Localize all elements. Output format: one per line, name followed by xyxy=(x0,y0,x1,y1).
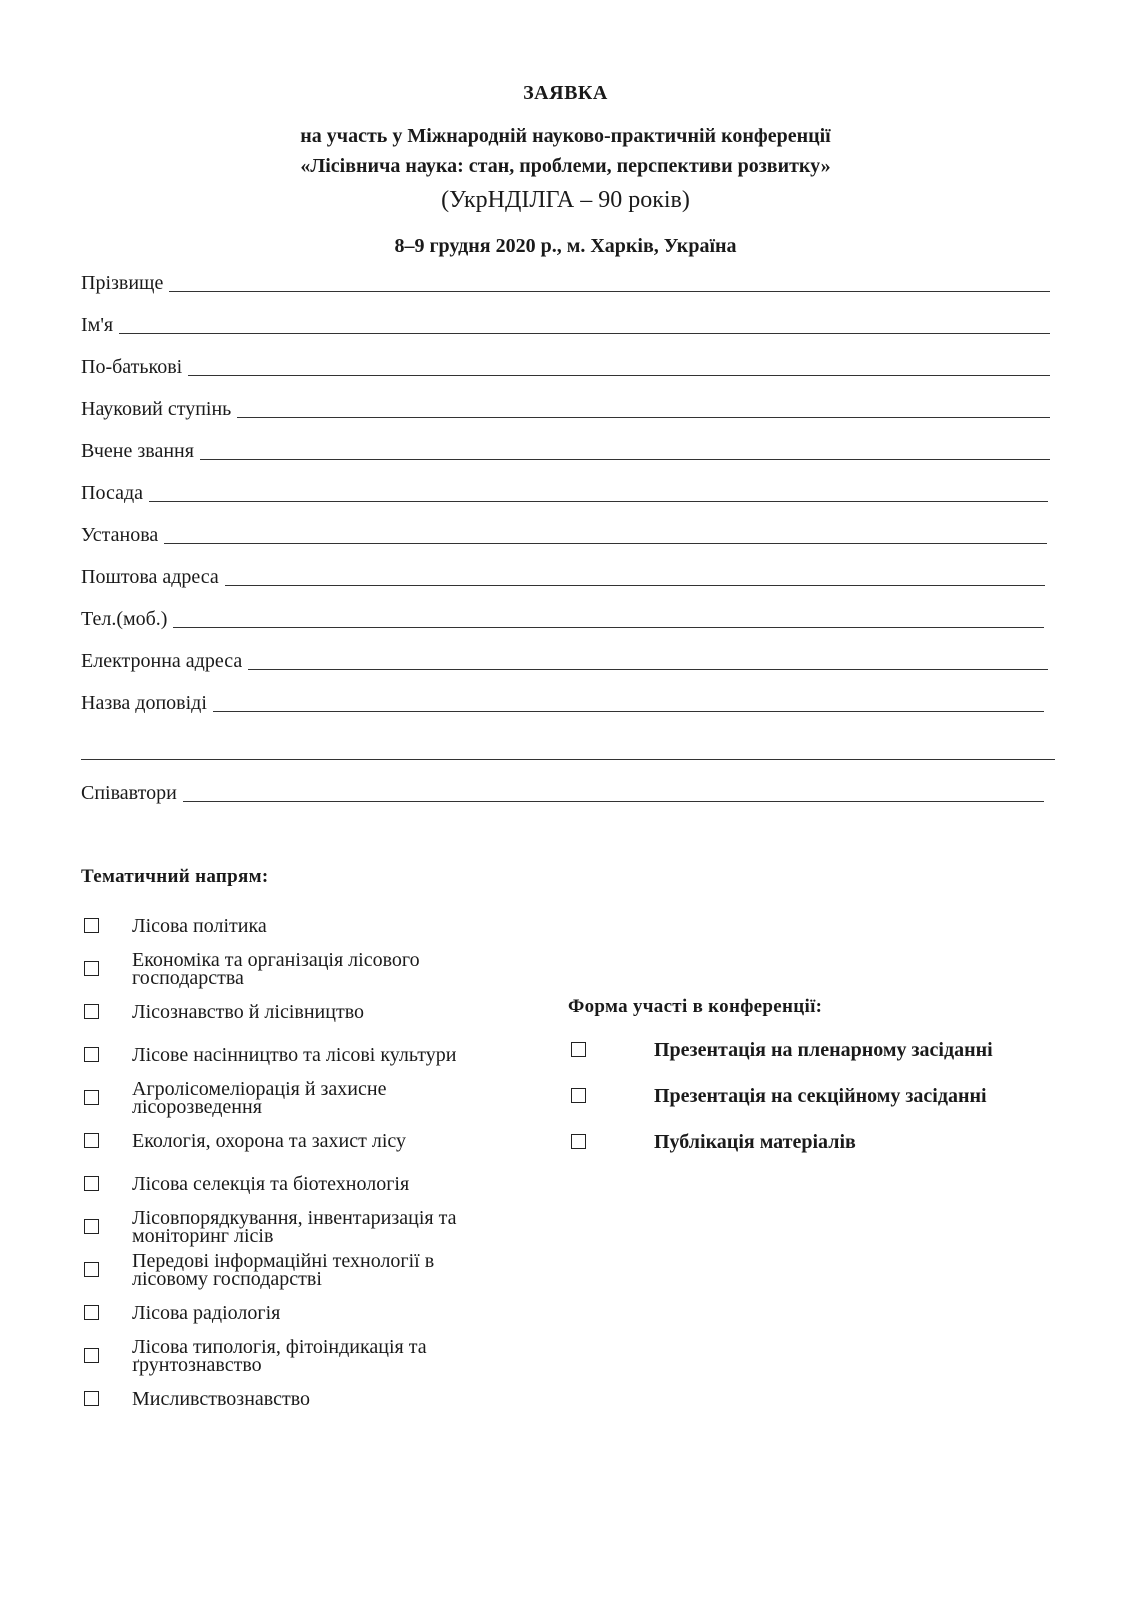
conference-name: «Лісівнича наука: стан, проблеми, перспективи розвитку» xyxy=(300,155,831,177)
report-title-continuation-line[interactable] xyxy=(81,759,1055,760)
field-input-first-name[interactable] xyxy=(119,332,1050,334)
topic-label: Лісова радіологія xyxy=(132,1302,281,1324)
field-label-degree: Науковий ступінь xyxy=(81,398,232,420)
first-name-field[interactable] xyxy=(81,310,1050,336)
topic-checkbox[interactable] xyxy=(84,1004,99,1019)
topics-heading: Тематичний напрям: xyxy=(81,866,269,887)
date-place: 8–9 грудня 2020 р., м. Харків, Україна xyxy=(394,235,737,257)
topic-label: Екологія, охорона та захист лісу xyxy=(132,1130,407,1152)
field-label-institution: Установа xyxy=(81,524,159,546)
participation-checkbox[interactable] xyxy=(571,1134,586,1149)
field-input-position[interactable] xyxy=(149,500,1048,502)
form-subtitle-line1: на участь у Міжнародній науково-практичній конференції xyxy=(300,125,831,147)
participation-label: Презентація на секційному засіданні xyxy=(654,1085,987,1107)
topic-label: Лісовпорядкування, інвентаризація та моніторинг лісів xyxy=(132,1207,457,1247)
institution-field[interactable] xyxy=(81,520,1047,546)
field-input-report-title[interactable] xyxy=(213,710,1044,712)
form-title: ЗАЯВКА xyxy=(523,82,608,104)
field-label-coauthors: Співавтори xyxy=(81,782,177,804)
topic-label: Лісова типологія, фітоіндикація та ґрунтознавство xyxy=(132,1336,427,1376)
topic-label: Мисливствознавство xyxy=(132,1388,311,1410)
topic-checkbox[interactable] xyxy=(84,918,99,933)
field-input-patronymic[interactable] xyxy=(188,374,1050,376)
topic-checkbox[interactable] xyxy=(84,1391,99,1406)
topic-label: Агролісомеліорація й захисне лісорозведення xyxy=(132,1078,387,1118)
field-input-academic-title[interactable] xyxy=(200,458,1050,460)
report-title-field[interactable] xyxy=(81,688,1044,714)
topic-checkbox[interactable] xyxy=(84,1090,99,1105)
participation-label: Презентація на пленарному засіданні xyxy=(654,1039,993,1061)
topic-label: Економіка та організація лісового господарства xyxy=(132,949,420,989)
phone-field[interactable] xyxy=(81,604,1044,630)
topic-label: Лісознавство й лісівництво xyxy=(132,1001,365,1023)
field-label-phone: Тел.(моб.) xyxy=(81,608,168,630)
participation-checkbox[interactable] xyxy=(571,1042,586,1057)
topic-checkbox[interactable] xyxy=(84,1047,99,1062)
topic-label: Лісове насінництво та лісові культури xyxy=(132,1044,457,1066)
patronymic-field[interactable] xyxy=(81,352,1050,378)
field-label-first-name: Ім'я xyxy=(81,314,114,336)
field-label-surname: Прізвище xyxy=(81,272,164,294)
field-input-phone[interactable] xyxy=(173,626,1044,628)
topic-checkbox[interactable] xyxy=(84,961,99,976)
topic-checkbox[interactable] xyxy=(84,1133,99,1148)
topic-checkbox[interactable] xyxy=(84,1348,99,1363)
coauthors-field[interactable] xyxy=(81,778,1044,804)
anniversary-note: (УкрНДІЛГА – 90 років) xyxy=(441,187,690,213)
position-field[interactable] xyxy=(81,478,1048,504)
field-input-surname[interactable] xyxy=(169,290,1050,292)
participation-checkbox[interactable] xyxy=(571,1088,586,1103)
topic-checkbox[interactable] xyxy=(84,1219,99,1234)
academic-title-field[interactable] xyxy=(81,436,1050,462)
topic-checkbox[interactable] xyxy=(84,1262,99,1277)
surname-field[interactable] xyxy=(81,268,1050,294)
postal-address-field[interactable] xyxy=(81,562,1045,588)
field-label-academic-title: Вчене звання xyxy=(81,440,194,462)
participation-label: Публікація матеріалів xyxy=(654,1131,856,1153)
topic-label: Лісова політика xyxy=(132,915,267,937)
field-input-institution[interactable] xyxy=(164,542,1047,544)
email-field[interactable] xyxy=(81,646,1048,672)
field-label-postal-address: Поштова адреса xyxy=(81,566,219,588)
field-input-coauthors[interactable] xyxy=(183,800,1044,802)
field-input-postal-address[interactable] xyxy=(225,584,1045,586)
field-input-email[interactable] xyxy=(248,668,1048,670)
participation-heading: Форма участі в конференції: xyxy=(568,996,823,1017)
topic-label: Лісова селекція та біотехнологія xyxy=(132,1173,410,1195)
topic-checkbox[interactable] xyxy=(84,1176,99,1191)
topic-checkbox[interactable] xyxy=(84,1305,99,1320)
field-label-email: Електронна адреса xyxy=(81,650,243,672)
field-label-patronymic: По-батькові xyxy=(81,356,183,378)
field-label-position: Посада xyxy=(81,482,143,504)
field-label-report-title: Назва доповіді xyxy=(81,692,207,714)
degree-field[interactable] xyxy=(81,394,1050,420)
topic-label: Передові інформаційні технології в лісовому господарстві xyxy=(132,1250,435,1290)
field-input-degree[interactable] xyxy=(237,416,1050,418)
